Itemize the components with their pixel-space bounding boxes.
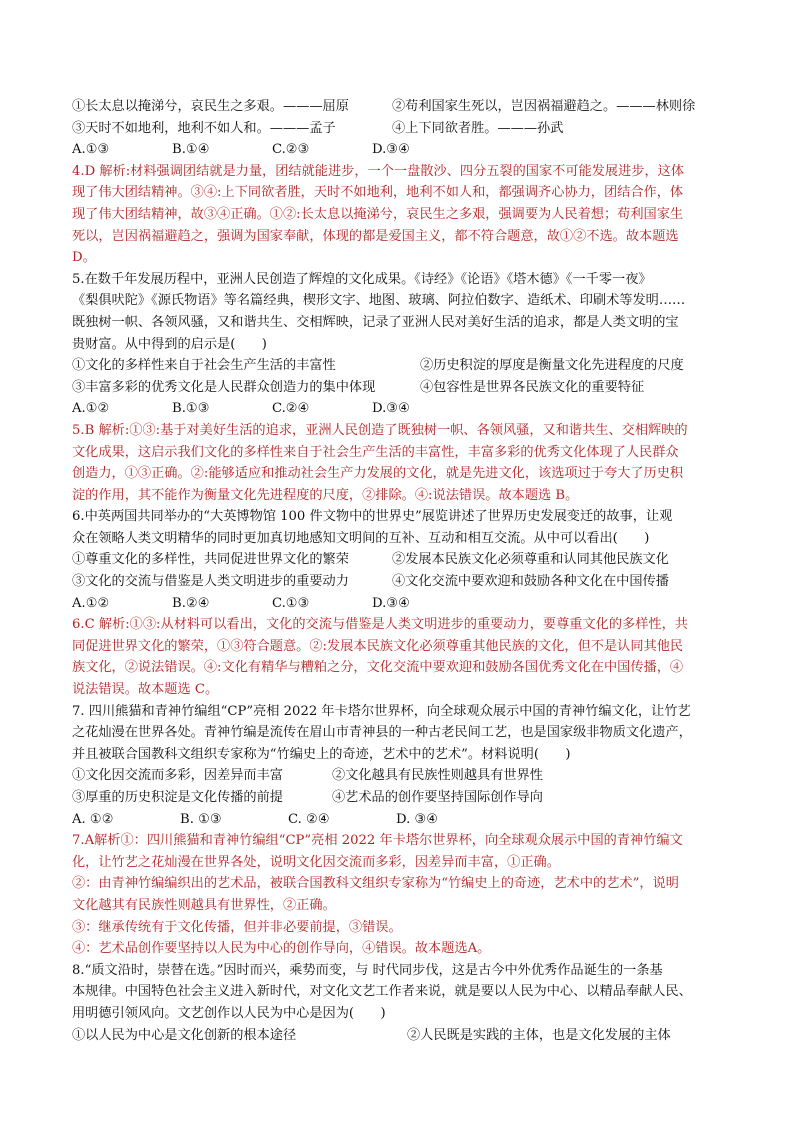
question-text-line xyxy=(72,118,732,140)
option-cell: C.②④ xyxy=(272,401,310,417)
question-text-line: 7. 四川熊猫和青神竹编组“CP”亮相 2022 年卡塔尔世界杯，向全球观众展示中国的青神竹编文化，让竹艺 xyxy=(72,703,691,719)
question-text-line xyxy=(72,139,732,161)
option-cell: A. ①② xyxy=(72,811,114,827)
answer-explanation-line: 族文化，②说法错误。④:文化有精华与糟粕之分，文化交流中要欢迎和鼓励各国优秀文化在中国传播，④ xyxy=(72,660,684,676)
answer-explanation-line: ②：由青神竹编编织出的艺术品，被联合国教科文组织专家称为“竹编史上的奇迹，艺术中的艺术”，说明 xyxy=(72,876,679,892)
question-text-line: 6.中英两国共同举办的“大英博物馆 100 件文物中的世界史”展览讲述了世界历史发展变迁的故事，让观 xyxy=(72,509,673,525)
answer-explanation-line: 7.A解析①：四川熊猫和青神竹编组“CP”亮相 2022 年卡塔尔世界杯，向全球观众展示中国的青神竹编文 xyxy=(72,833,683,849)
question-text-line xyxy=(72,571,732,593)
document-page xyxy=(72,96,732,1046)
option-cell: ①文化的多样性来自于社会生产生活的丰富性 xyxy=(72,358,336,374)
answer-explanation-line: 化，让竹艺之花灿漫在世界各处，说明文化因交流而多彩，因差异而丰富，①正确。 xyxy=(72,854,560,870)
question-text-line: 之花灿漫在世界各处。青神竹编是流传在眉山市青神县的一种古老民间工艺，也是国家级非物质文化遗产， xyxy=(72,725,692,741)
option-cell: A.①② xyxy=(72,401,110,417)
option-cell: ④艺术品的创作要坚持国际创作导向 xyxy=(332,790,543,805)
option-cell: D.③④ xyxy=(372,595,410,611)
answer-explanation-line: ③：继承传统有于文化传播，但并非必要前提，③错误。 xyxy=(72,919,402,935)
option-cell: ②人民既是实践的主体，也是文化发展的主体 xyxy=(407,1027,671,1043)
option-cell: ②发展本民族文化必须尊重和认同其他民族文化 xyxy=(392,552,669,568)
answer-explanation-line: 文化越其有民族性则越具有世界性，②正确。 xyxy=(72,897,336,913)
option-cell: ③文化的交流与借鉴是人类文明进步的重要动力 xyxy=(72,574,349,590)
question-text-line xyxy=(72,377,732,399)
option-cell: A.①② xyxy=(72,595,110,611)
answer-explanation-line: 6.C 解析:①③:从材料可以看出，文化的交流与借鉴是人类文明进步的重要动力，要尊重文化的多样性，共 xyxy=(72,617,688,633)
answer-explanation-line: 4.D 解析:材料强调团结就是力量，团结就能进步，一个一盘散沙、四分五裂的国家不可能发展进步，这体 xyxy=(72,163,685,179)
question-text-line xyxy=(72,809,732,831)
answer-explanation-line: 创造力，①③正确。②:能够适应和推动社会生产力发展的文化，就是先进文化，该选项过于夸大了历史积 xyxy=(72,466,684,482)
question-text-line: 用明德引领风向。文艺创作以人民为中心是因为( ) xyxy=(72,1005,386,1021)
option-cell: ②文化越具有民族性则越具有世界性 xyxy=(332,768,543,784)
answer-explanation-line: 5.B 解析:①③:基于对美好生活的追求，亚洲人民创造了既独树一帜、各领风骚，又和谐共生、交相辉映的 xyxy=(72,422,688,438)
option-cell: B.①④ xyxy=(172,142,210,158)
question-text-line: 既独树一帜、各领风骚，又和谐共生、交相辉映，记录了亚洲人民对美好生活的追求，都是人类文明的宝 xyxy=(72,314,679,330)
option-cell: A.①③ xyxy=(72,142,110,158)
question-text-line xyxy=(72,398,732,420)
option-cell: C.①③ xyxy=(272,595,310,611)
question-text-line xyxy=(72,355,732,377)
question-text-line xyxy=(72,96,732,118)
option-cell: B.①③ xyxy=(172,401,210,417)
answer-explanation-line: 淀的作用，其不能作为衡量文化先进程度的尺度，②排除。④:说法错误。故本题选 B。 xyxy=(72,487,579,503)
option-cell: ③丰富多彩的优秀文化是人民群众创造力的集中体现 xyxy=(72,379,376,395)
option-cell: ②苟利国家生死以，岂因祸福避趋之。———林则徐 xyxy=(392,99,696,114)
option-cell: ④上下同欲者胜。———孙武 xyxy=(392,120,564,136)
question-text-line: 《梨俱吠陀》《源氏物语》等名篇经典，楔形文字、地图、玻璃、阿拉伯数字、造纸术、印刷术等发明…… xyxy=(72,293,686,309)
question-text-line: 8.“质文沿时，崇替在选。”因时而兴，乘势而变，与 时代同步伐，这是古今中外优秀作品诞生的一条基 xyxy=(72,962,663,978)
question-text-line: 5.在数千年发展历程中，亚洲人民创造了辉煌的文化成果。《诗经》《论语》《塔木德》《一千零一夜》 xyxy=(72,271,652,287)
option-cell: C. ②④ xyxy=(288,811,330,827)
option-cell: D.③④ xyxy=(372,142,410,158)
answer-explanation-line: 说法错误。故本题选 C。 xyxy=(72,682,219,698)
question-text-line: 并且被联合国教科文组织专家称为“竹编史上的奇迹，艺术中的艺术”。材料说明( ) xyxy=(72,746,571,762)
answer-explanation-line: 现了伟大团结精神，故③④正确。①②:长太息以掩涕兮，哀民生之多艰，强调要为人民着想；苟利国家生 xyxy=(72,206,684,222)
option-cell: ①文化因交流而多彩，因差异而丰富 xyxy=(72,768,283,784)
answer-explanation-line: 现了伟大团结精神。③④:上下同欲者胜，天时不如地利，地利不如人和，都强调齐心协力，团结合作，体 xyxy=(72,185,684,201)
answer-explanation-line: ④：艺术品创作要坚持以人民为中心的创作导向，④错误。故本题选A。 xyxy=(72,941,491,957)
question-text-line xyxy=(72,549,732,571)
option-cell: B. ①③ xyxy=(180,811,222,827)
option-cell: ①尊重文化的多样性，共同促进世界文化的繁荣 xyxy=(72,552,349,568)
answer-explanation-line: D。 xyxy=(72,250,96,266)
option-cell: ①长太息以掩涕兮，哀民生之多艰。———屈原 xyxy=(72,99,349,114)
option-cell: D.③④ xyxy=(372,401,410,417)
option-cell: D. ③④ xyxy=(396,811,439,827)
question-text-line: 贵财富。从中得到的启示是( ) xyxy=(72,336,267,352)
option-cell: ②历史积淀的厚度是衡量文化先进程度的尺度 xyxy=(420,358,684,374)
answer-explanation-line: 死以，岂因祸福避趋之，强调为国家奉献，体现的都是爱国主义，都不符合题意，故①②不选。故本题选 xyxy=(72,228,679,244)
option-cell: ③天时不如地利，地利不如人和。———孟子 xyxy=(72,120,336,136)
question-text-line xyxy=(72,787,732,809)
answer-explanation-line: 文化成果，这启示我们文化的多样性来自于社会生产生活的丰富性，丰富多彩的优秀文化体现了人民群众 xyxy=(72,444,679,460)
option-cell: ④文化交流中要欢迎和鼓励各种文化在中国传播 xyxy=(392,574,669,590)
question-text-line: 本规律。中国特色社会主义进入新时代，对文化文艺工作者来说，就是要以人民为中心、以精品奉献人民、 xyxy=(72,984,692,1000)
question-text-line xyxy=(72,1025,732,1047)
question-text-line xyxy=(72,765,732,787)
option-cell: C.②③ xyxy=(272,142,310,158)
question-text-line xyxy=(72,593,732,615)
question-text-line: 众在领略人类文明精华的同时更加真切地感知文明间的互补、互动和相互交流。从中可以看出( ) xyxy=(72,530,650,546)
answer-explanation-line: 同促进世界文化的繁荣，①③符合题意。②:发展本民族文化必须尊重其他民族的文化，但不是认同其他民 xyxy=(72,638,684,654)
option-cell: ③厚重的历史积淀是文化传播的前提 xyxy=(72,790,283,805)
option-cell: B.②④ xyxy=(172,595,210,611)
option-cell: ①以人民为中心是文化创新的根本途径 xyxy=(72,1027,297,1043)
option-cell: ④包容性是世界各民族文化的重要特征 xyxy=(420,379,645,395)
